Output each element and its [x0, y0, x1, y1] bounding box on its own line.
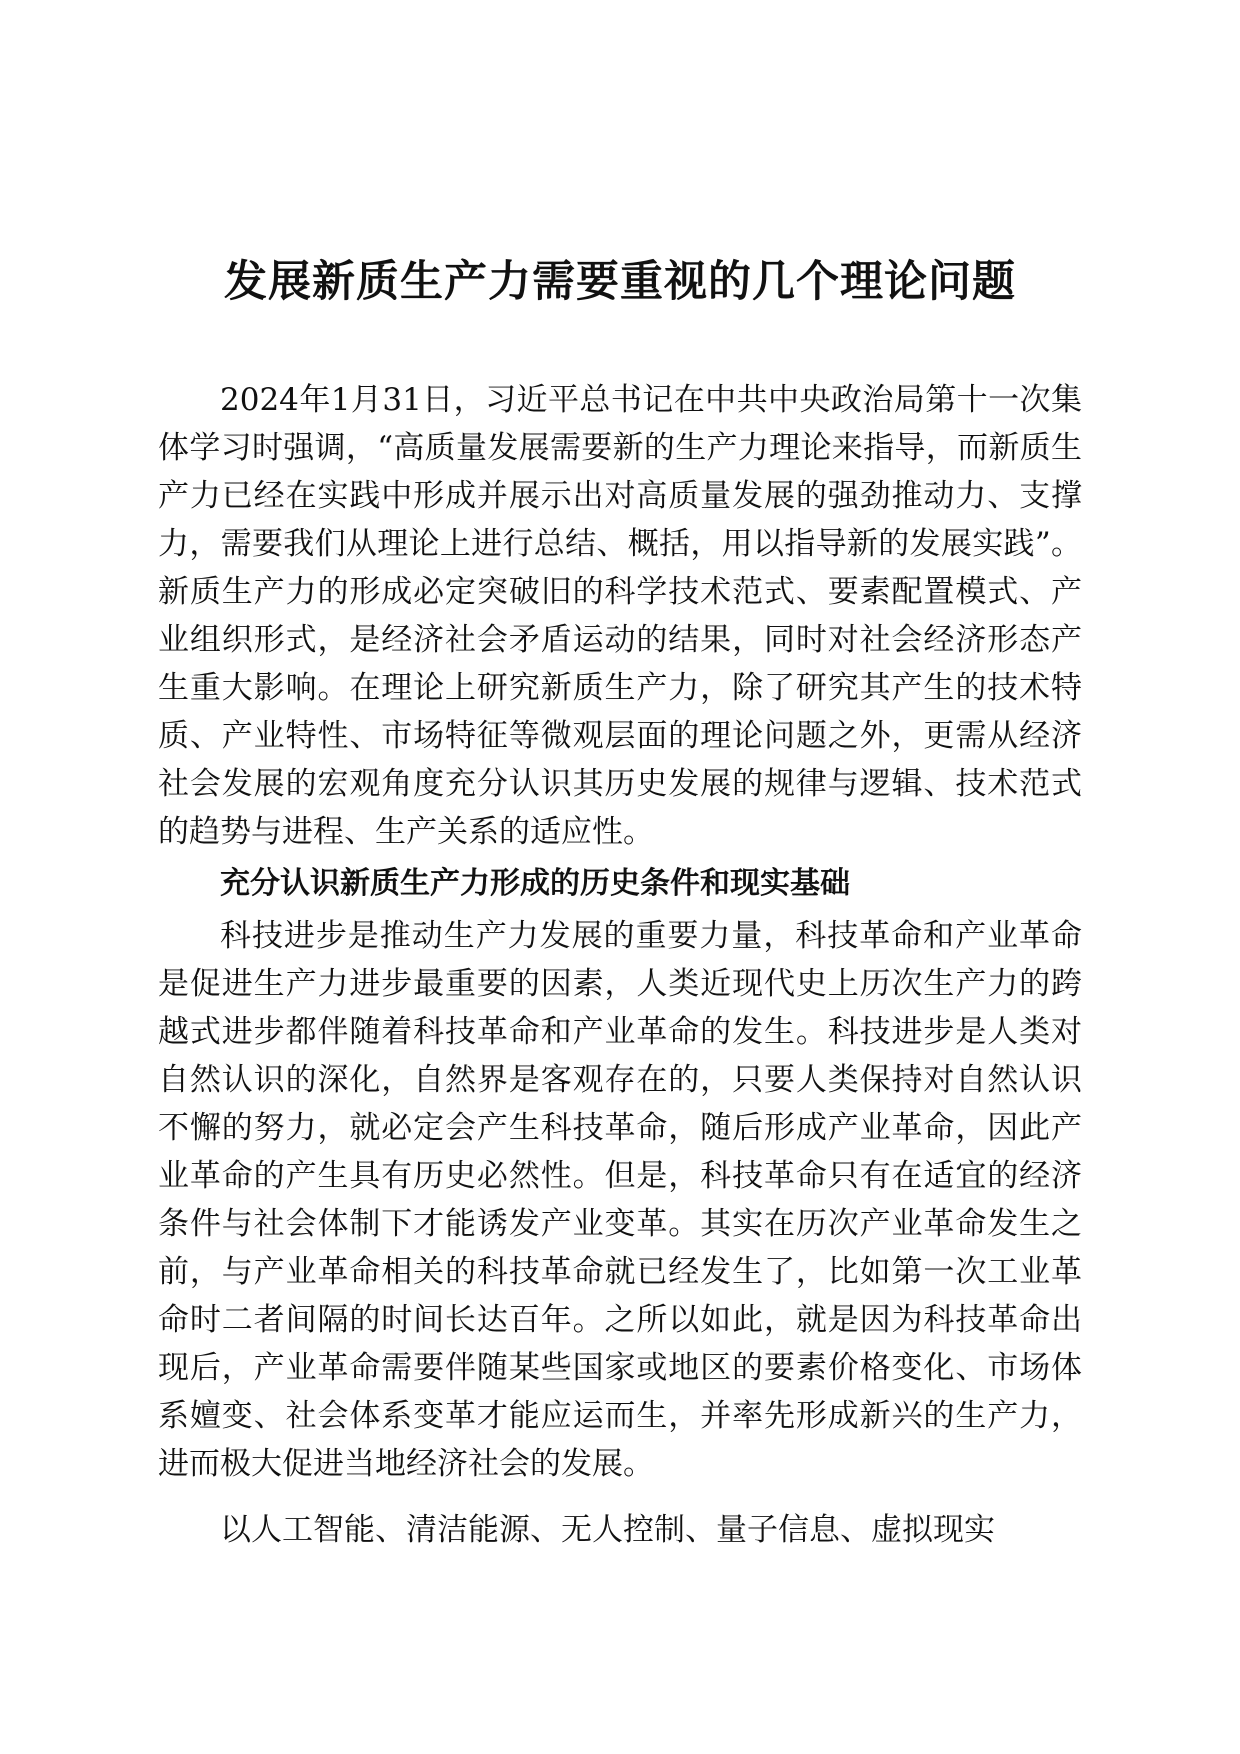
section-paragraph-2: 以人工智能、清洁能源、无人控制、量子信息、虚拟现实 [220, 1512, 995, 1548]
document-title: 发展新质生产力需要重视的几个理论问题 [224, 257, 1016, 307]
section-heading: 充分认识新质生产力形成的历史条件和现实基础 [220, 866, 850, 901]
intro-paragraph: 2024年1月31日，习近平总书记在中共中央政治局第十一次集体学习时强调，“高质量发展需要新的生产力理论来指导，而新质生产力已经在实践中形成并展示出对高质量发展的强劲推动力、支撑力，需要我们从理论上进行总结、概括，用以指导新的发展实践”。新质生产力的形成必定突破旧的科学技术范式、要素配置模式、产业组织形式，是经济社会矛盾运动的结果，同时对社会经济形态产生重大影响。在理论上研究新质生产力，除了研究其产生的技术特质、产业特性、市场特征等微观层面的理论问题之外，更需从经济社会发展的宏观角度充分认识其历史发展的规律与逻辑、技术范式的趋势与进程、生产关系的适应性。 [158, 382, 1082, 850]
document-body [158, 376, 1082, 1554]
section-paragraph-1: 科技进步是推动生产力发展的重要力量，科技革命和产业革命是促进生产力进步最重要的因素，人类近现代史上历次生产力的跨越式进步都伴随着科技革命和产业革命的发生。科技进步是人类对自然认识的深化，自然界是客观存在的，只要人类保持对自然认识不懈的努力，就必定会产生科技革命，随后形成产业革命，因此产业革命的产生具有历史必然性。但是，科技革命只有在适宜的经济条件与社会体制下才能诱发产业变革。其实在历次产业革命发生之前，与产业革命相关的科技革命就已经发生了，比如第一次工业革命时二者间隔的时间长达百年。之所以如此，就是因为科技革命出现后，产业革命需要伴随某些国家或地区的要素价格变化、市场体系嬗变、社会体系变革才能应运而生，并率先形成新兴的生产力，进而极大促进当地经济社会的发展。 [158, 918, 1082, 1482]
